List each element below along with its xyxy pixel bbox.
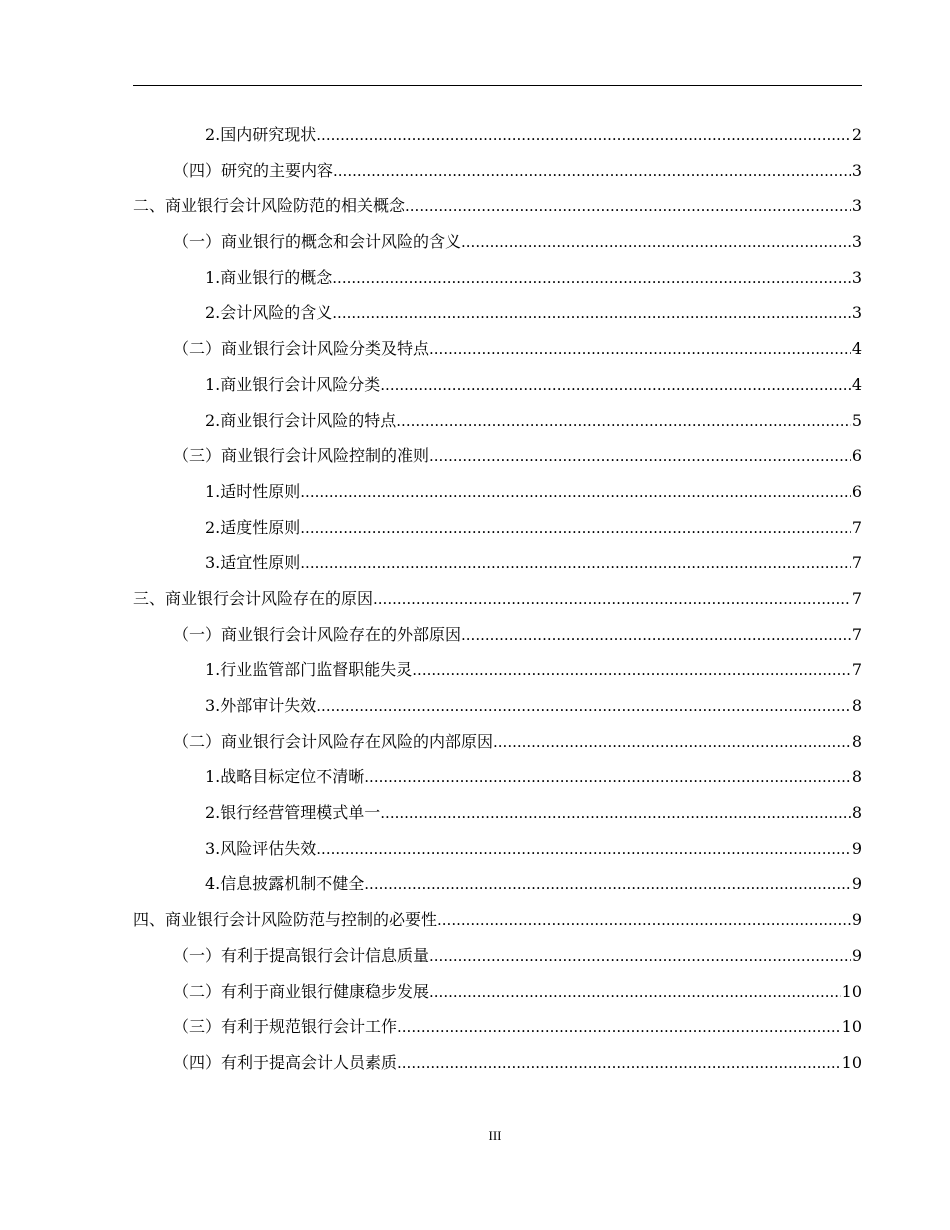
toc-dot-leader [316, 689, 851, 724]
toc-entry-title: 四、商业银行会计风险防范与控制的必要性 [133, 910, 438, 930]
toc-dot-leader [461, 618, 851, 653]
toc-entry[interactable] [133, 759, 862, 795]
toc-entry-page: 2 [851, 125, 862, 144]
toc-entry-page: 7 [851, 553, 862, 573]
toc-entry-page: 8 [851, 803, 862, 823]
toc-entry-title: （一）商业银行会计风险存在的外部原因 [173, 624, 462, 644]
toc-entry-page: 4 [851, 374, 862, 394]
page-number: III [488, 1128, 502, 1143]
toc-entry-page: 3 [851, 160, 862, 180]
toc-entry-page: 7 [851, 624, 862, 644]
toc-entry[interactable] [133, 295, 862, 331]
toc-entry-title: 1.行业监管部门监督职能失灵 [205, 660, 413, 680]
toc-dot-leader [397, 1046, 841, 1081]
toc-dot-leader [380, 368, 851, 403]
toc-entry-page: 3 [851, 232, 862, 252]
toc-dot-leader [397, 1010, 841, 1045]
toc-entry-page: 10 [841, 1017, 862, 1037]
toc-entry-page: 6 [851, 446, 862, 466]
toc-entry[interactable] [133, 331, 862, 367]
toc-entry-title: 1.商业银行的概念 [205, 267, 333, 287]
toc-entry-page: 3 [851, 267, 862, 287]
toc-entry[interactable] [133, 153, 862, 189]
toc-entry-title: 2.适度性原则 [205, 517, 301, 537]
toc-entry[interactable] [133, 795, 862, 831]
toc-entry[interactable] [133, 617, 862, 653]
toc-entry-page: 10 [841, 1052, 862, 1072]
toc-entry[interactable] [133, 403, 862, 439]
toc-entry[interactable] [133, 581, 862, 617]
toc-entry[interactable] [133, 224, 862, 260]
toc-entry-page: 9 [851, 874, 862, 894]
toc-entry-page: 3 [851, 196, 862, 216]
toc-entry-title: 三、商业银行会计风险存在的原因 [133, 588, 374, 608]
toc-entry[interactable] [133, 438, 862, 474]
toc-dot-leader [364, 760, 851, 795]
toc-entry[interactable] [133, 652, 862, 688]
toc-entry-title: （二）有利于商业银行健康稳步发展 [173, 981, 430, 1001]
toc-entry[interactable] [133, 510, 862, 546]
toc-dot-leader [437, 903, 851, 938]
toc-entry[interactable] [133, 724, 862, 760]
toc-dot-leader [396, 404, 851, 439]
toc-entry-page: 9 [851, 945, 862, 965]
table-of-contents [133, 117, 862, 1081]
toc-entry-title: （一）有利于提高银行会计信息质量 [173, 945, 430, 965]
toc-entry-page: 9 [851, 910, 862, 930]
toc-entry[interactable] [133, 866, 862, 902]
toc-dot-leader [333, 154, 851, 189]
toc-dot-leader [316, 832, 851, 867]
toc-entry-title: （三）商业银行会计风险控制的准则 [173, 446, 430, 466]
toc-entry-title: 3.适宜性原则 [205, 553, 301, 573]
toc-entry[interactable] [133, 831, 862, 867]
toc-dot-leader [364, 867, 851, 902]
toc-entry[interactable] [133, 974, 862, 1010]
toc-dot-leader [493, 725, 851, 760]
header-rule [133, 85, 862, 86]
toc-entry-page: 8 [851, 731, 862, 751]
toc-entry-page: 7 [851, 517, 862, 537]
toc-dot-leader [405, 189, 851, 224]
toc-dot-leader [300, 546, 851, 581]
toc-dot-leader [300, 511, 851, 546]
toc-entry[interactable] [133, 188, 862, 224]
toc-dot-leader [332, 261, 851, 296]
toc-entry-page: 10 [841, 981, 862, 1001]
toc-entry-page: 7 [851, 588, 862, 608]
toc-dot-leader [380, 796, 851, 831]
toc-entry-title: 3.风险评估失效 [205, 838, 317, 858]
toc-dot-leader [373, 582, 851, 617]
toc-dot-leader [316, 118, 851, 153]
toc-dot-leader [429, 939, 851, 974]
toc-dot-leader [429, 332, 851, 367]
toc-entry-page: 5 [851, 410, 862, 430]
toc-entry[interactable] [133, 545, 862, 581]
toc-entry[interactable] [133, 1009, 862, 1045]
toc-dot-leader [412, 653, 851, 688]
toc-entry-title: 4.信息披露机制不健全 [205, 874, 365, 894]
toc-entry-title: 二、商业银行会计风险防范的相关概念 [133, 196, 406, 216]
toc-entry-title: 2.会计风险的含义 [205, 303, 333, 323]
toc-entry-page: 8 [851, 696, 862, 715]
toc-entry-title: （二）商业银行会计风险存在风险的内部原因 [173, 731, 494, 751]
toc-entry[interactable] [133, 367, 862, 403]
toc-entry[interactable] [133, 260, 862, 296]
toc-entry-title: 2.商业银行会计风险的特点 [205, 410, 397, 430]
toc-dot-leader [429, 439, 851, 474]
toc-entry[interactable] [133, 688, 862, 724]
toc-entry[interactable] [133, 1045, 862, 1081]
toc-entry[interactable] [133, 117, 862, 153]
toc-entry-title: 1.战略目标定位不清晰 [205, 767, 365, 787]
toc-entry-page: 3 [851, 303, 862, 323]
toc-entry-title: 3.外部审计失效 [205, 696, 317, 715]
toc-entry-page: 7 [851, 660, 862, 680]
toc-entry-title: 2.银行经营管理模式单一 [205, 803, 381, 823]
toc-dot-leader [461, 225, 851, 260]
toc-dot-leader [300, 475, 851, 510]
toc-entry[interactable] [133, 938, 862, 974]
toc-entry-page: 9 [851, 838, 862, 858]
toc-dot-leader [429, 975, 841, 1010]
toc-dot-leader [332, 296, 851, 331]
toc-entry-title: （二）商业银行会计风险分类及特点 [173, 339, 430, 359]
toc-entry-title: （一）商业银行的概念和会计风险的含义 [173, 232, 462, 252]
toc-entry-title: 1.商业银行会计风险分类 [205, 374, 381, 394]
toc-entry-page: 4 [851, 339, 862, 359]
toc-entry[interactable] [133, 902, 862, 938]
toc-entry-title: 2.国内研究现状 [205, 125, 317, 144]
toc-entry-page: 8 [851, 767, 862, 787]
toc-entry-title: （四）有利于提高会计人员素质 [173, 1052, 398, 1072]
toc-entry-title: （三）有利于规范银行会计工作 [173, 1017, 398, 1037]
toc-entry-title: （四）研究的主要内容 [173, 160, 334, 180]
toc-entry-title: 1.适时性原则 [205, 481, 301, 501]
toc-entry[interactable] [133, 474, 862, 510]
toc-entry-page: 6 [851, 481, 862, 501]
